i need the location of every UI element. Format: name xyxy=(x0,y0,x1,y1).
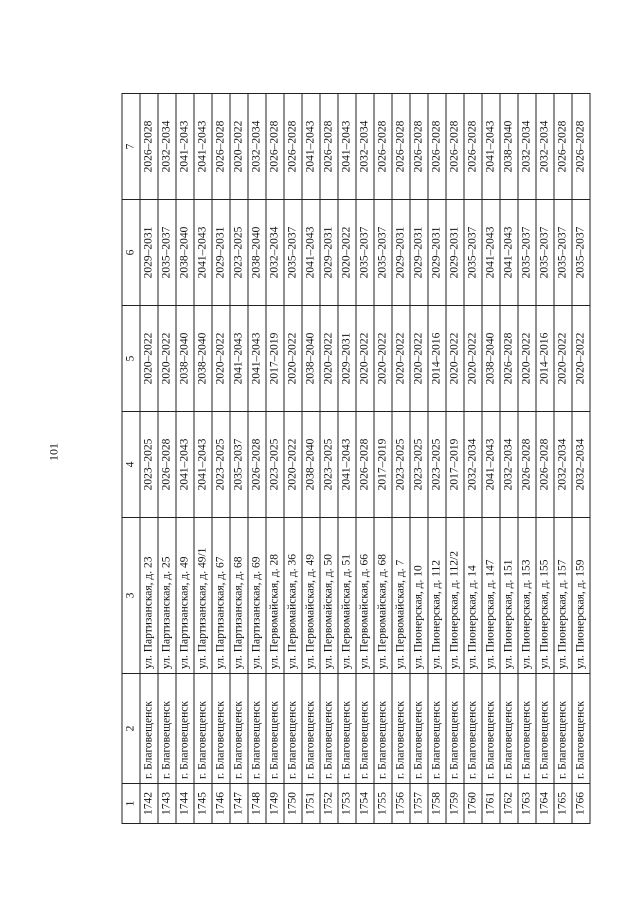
period-cell: 2041–2043 xyxy=(500,200,518,306)
period-cell: 2026–2028 xyxy=(140,94,158,200)
period-cell: 2029–2031 xyxy=(140,200,158,306)
period-cell: 2023–2025 xyxy=(428,412,446,518)
period-cell: 2026–2028 xyxy=(212,94,230,200)
period-cell: 2035–2037 xyxy=(518,200,536,306)
period-cell: 2032–2034 xyxy=(536,94,554,200)
period-cell: 2020–2022 xyxy=(464,306,482,412)
row-number-cell: 1761 xyxy=(482,784,500,824)
period-cell: 2020–2022 xyxy=(338,200,356,306)
table-row xyxy=(428,94,446,824)
period-cell: 2035–2037 xyxy=(536,200,554,306)
address-cell: ул. Пионерская, д. 155 xyxy=(536,518,554,674)
period-cell: 2041–2043 xyxy=(194,94,212,200)
period-cell: 2038–2040 xyxy=(176,200,194,306)
row-number-cell: 1743 xyxy=(158,784,176,824)
table-row xyxy=(536,94,554,824)
period-cell: 2032–2034 xyxy=(266,200,284,306)
city-cell: г. Благовещенск xyxy=(482,674,500,784)
address-cell: ул. Пионерская, д. 147 xyxy=(482,518,500,674)
row-number-cell: 1753 xyxy=(338,784,356,824)
address-cell: ул. Первомайская, д. 49 xyxy=(302,518,320,674)
address-cell: ул. Пионерская, д. 153 xyxy=(518,518,536,674)
period-cell: 2029–2031 xyxy=(392,200,410,306)
period-cell: 2035–2037 xyxy=(554,200,572,306)
address-cell: ул. Пионерская, д. 112/2 xyxy=(446,518,464,674)
city-cell: г. Благовещенск xyxy=(158,674,176,784)
row-number-cell: 1745 xyxy=(194,784,212,824)
table-row xyxy=(212,94,230,824)
address-cell: ул. Пионерская, д. 151 xyxy=(500,518,518,674)
table-row xyxy=(374,94,392,824)
column-header-4: 4 xyxy=(122,412,140,518)
period-cell: 2026–2028 xyxy=(518,412,536,518)
period-cell: 2026–2028 xyxy=(374,94,392,200)
address-cell: ул. Партизанская, д. 25 xyxy=(158,518,176,674)
city-cell: г. Благовещенск xyxy=(500,674,518,784)
period-cell: 2035–2037 xyxy=(230,412,248,518)
period-cell: 2020–2022 xyxy=(284,412,302,518)
row-number-cell: 1754 xyxy=(356,784,374,824)
row-number-cell: 1760 xyxy=(464,784,482,824)
period-cell: 2041–2043 xyxy=(482,94,500,200)
period-cell: 2020–2022 xyxy=(518,306,536,412)
row-number-cell: 1748 xyxy=(248,784,266,824)
period-cell: 2038–2040 xyxy=(500,94,518,200)
address-cell: ул. Первомайская, д. 51 xyxy=(338,518,356,674)
period-cell: 2020–2022 xyxy=(356,306,374,412)
period-cell: 2035–2037 xyxy=(572,200,590,306)
table-row xyxy=(140,94,158,824)
period-cell: 2026–2028 xyxy=(392,94,410,200)
period-cell: 2029–2031 xyxy=(410,200,428,306)
column-header-2: 2 xyxy=(122,674,140,784)
city-cell: г. Благовещенск xyxy=(428,674,446,784)
table-row xyxy=(302,94,320,824)
address-cell: ул. Пионерская, д. 10 xyxy=(410,518,428,674)
row-number-cell: 1746 xyxy=(212,784,230,824)
address-cell: ул. Пионерская, д. 157 xyxy=(554,518,572,674)
city-cell: г. Благовещенск xyxy=(176,674,194,784)
period-cell: 2041–2043 xyxy=(482,200,500,306)
address-cell: ул. Партизанская, д. 49 xyxy=(176,518,194,674)
period-cell: 2041–2043 xyxy=(176,94,194,200)
city-cell: г. Благовещенск xyxy=(446,674,464,784)
period-cell: 2026–2028 xyxy=(500,306,518,412)
table-row xyxy=(464,94,482,824)
address-cell: ул. Первомайская, д. 28 xyxy=(266,518,284,674)
period-cell: 2020–2022 xyxy=(374,306,392,412)
period-cell: 2023–2025 xyxy=(230,200,248,306)
table-row xyxy=(410,94,428,824)
period-cell: 2026–2028 xyxy=(410,94,428,200)
row-number-cell: 1756 xyxy=(392,784,410,824)
address-cell: ул. Партизанская, д. 68 xyxy=(230,518,248,674)
table-row xyxy=(572,94,590,824)
table-row xyxy=(320,94,338,824)
period-cell: 2035–2037 xyxy=(284,200,302,306)
period-cell: 2020–2022 xyxy=(446,306,464,412)
table-row xyxy=(248,94,266,824)
city-cell: г. Благовещенск xyxy=(410,674,428,784)
period-cell: 2041–2043 xyxy=(482,412,500,518)
period-cell: 2038–2040 xyxy=(176,306,194,412)
period-cell: 2026–2028 xyxy=(536,412,554,518)
address-cell: ул. Первомайская, д. 36 xyxy=(284,518,302,674)
period-cell: 2017–2019 xyxy=(374,412,392,518)
period-cell: 2020–2022 xyxy=(230,94,248,200)
row-number-cell: 1747 xyxy=(230,784,248,824)
period-cell: 2020–2022 xyxy=(554,306,572,412)
period-cell: 2014–2016 xyxy=(428,306,446,412)
city-cell: г. Благовещенск xyxy=(572,674,590,784)
address-cell: ул. Пионерская, д. 14 xyxy=(464,518,482,674)
table-row xyxy=(176,94,194,824)
city-cell: г. Благовещенск xyxy=(284,674,302,784)
period-cell: 2026–2028 xyxy=(428,94,446,200)
row-number-cell: 1751 xyxy=(302,784,320,824)
period-cell: 2026–2028 xyxy=(284,94,302,200)
period-cell: 2023–2025 xyxy=(320,412,338,518)
address-cell: ул. Пионерская, д. 112 xyxy=(428,518,446,674)
table-row xyxy=(338,94,356,824)
period-cell: 2032–2034 xyxy=(464,412,482,518)
period-cell: 2038–2040 xyxy=(302,412,320,518)
city-cell: г. Благовещенск xyxy=(194,674,212,784)
row-number-cell: 1766 xyxy=(572,784,590,824)
city-cell: г. Благовещенск xyxy=(464,674,482,784)
address-cell: ул. Пионерская, д. 159 xyxy=(572,518,590,674)
period-cell: 2026–2028 xyxy=(356,412,374,518)
city-cell: г. Благовещенск xyxy=(140,674,158,784)
rotated-table-container xyxy=(122,94,591,824)
city-cell: г. Благовещенск xyxy=(266,674,284,784)
table-row xyxy=(554,94,572,824)
row-number-cell: 1750 xyxy=(284,784,302,824)
period-cell: 2032–2034 xyxy=(356,94,374,200)
period-cell: 2020–2022 xyxy=(572,306,590,412)
city-cell: г. Благовещенск xyxy=(320,674,338,784)
period-cell: 2041–2043 xyxy=(338,94,356,200)
period-cell: 2029–2031 xyxy=(428,200,446,306)
row-number-cell: 1744 xyxy=(176,784,194,824)
city-cell: г. Благовещенск xyxy=(554,674,572,784)
table-header-row xyxy=(122,94,140,824)
row-number-cell: 1749 xyxy=(266,784,284,824)
period-cell: 2041–2043 xyxy=(194,200,212,306)
table-body xyxy=(140,94,590,824)
city-cell: г. Благовещенск xyxy=(248,674,266,784)
period-cell: 2026–2028 xyxy=(446,94,464,200)
period-cell: 2029–2031 xyxy=(338,306,356,412)
table-row xyxy=(284,94,302,824)
period-cell: 2038–2040 xyxy=(302,306,320,412)
city-cell: г. Благовещенск xyxy=(356,674,374,784)
period-cell: 2041–2043 xyxy=(338,412,356,518)
table-row xyxy=(158,94,176,824)
table-row xyxy=(266,94,284,824)
period-cell: 2035–2037 xyxy=(158,200,176,306)
table-row xyxy=(518,94,536,824)
address-cell: ул. Первомайская, д. 50 xyxy=(320,518,338,674)
column-header-6: 6 xyxy=(122,200,140,306)
period-cell: 2038–2040 xyxy=(482,306,500,412)
city-cell: г. Благовещенск xyxy=(392,674,410,784)
table-row xyxy=(446,94,464,824)
row-number-cell: 1752 xyxy=(320,784,338,824)
period-cell: 2029–2031 xyxy=(320,200,338,306)
period-cell: 2035–2037 xyxy=(356,200,374,306)
period-cell: 2014–2016 xyxy=(536,306,554,412)
period-cell: 2032–2034 xyxy=(500,412,518,518)
period-cell: 2026–2028 xyxy=(554,94,572,200)
city-cell: г. Благовещенск xyxy=(536,674,554,784)
period-cell: 2020–2022 xyxy=(158,306,176,412)
period-cell: 2029–2031 xyxy=(212,200,230,306)
period-cell: 2032–2034 xyxy=(158,94,176,200)
period-cell: 2041–2043 xyxy=(248,306,266,412)
period-cell: 2020–2022 xyxy=(140,306,158,412)
period-cell: 2029–2031 xyxy=(446,200,464,306)
period-cell: 2038–2040 xyxy=(248,200,266,306)
period-cell: 2023–2025 xyxy=(392,412,410,518)
column-header-5: 5 xyxy=(122,306,140,412)
row-number-cell: 1758 xyxy=(428,784,446,824)
period-cell: 2032–2034 xyxy=(248,94,266,200)
period-cell: 2020–2022 xyxy=(284,306,302,412)
address-cell: ул. Первомайская, д. 68 xyxy=(374,518,392,674)
address-cell: ул. Партизанская, д. 49/1 xyxy=(194,518,212,674)
row-number-cell: 1742 xyxy=(140,784,158,824)
period-cell: 2020–2022 xyxy=(320,306,338,412)
city-cell: г. Благовещенск xyxy=(374,674,392,784)
row-number-cell: 1755 xyxy=(374,784,392,824)
period-cell: 2026–2028 xyxy=(464,94,482,200)
row-number-cell: 1759 xyxy=(446,784,464,824)
address-cell: ул. Партизанская, д. 67 xyxy=(212,518,230,674)
period-cell: 2020–2022 xyxy=(410,306,428,412)
table-row xyxy=(392,94,410,824)
period-cell: 2026–2028 xyxy=(158,412,176,518)
column-header-7: 7 xyxy=(122,94,140,200)
table-row xyxy=(482,94,500,824)
address-cell: ул. Первомайская, д. 66 xyxy=(356,518,374,674)
row-number-cell: 1757 xyxy=(410,784,428,824)
city-cell: г. Благовещенск xyxy=(302,674,320,784)
period-cell: 2023–2025 xyxy=(212,412,230,518)
table-row xyxy=(194,94,212,824)
period-cell: 2026–2028 xyxy=(248,412,266,518)
period-cell: 2041–2043 xyxy=(176,412,194,518)
city-cell: г. Благовещенск xyxy=(338,674,356,784)
city-cell: г. Благовещенск xyxy=(518,674,536,784)
row-number-cell: 1762 xyxy=(500,784,518,824)
table-row xyxy=(230,94,248,824)
housing-repair-schedule-table xyxy=(122,93,591,824)
period-cell: 2020–2022 xyxy=(392,306,410,412)
period-cell: 2026–2028 xyxy=(266,94,284,200)
period-cell: 2035–2037 xyxy=(374,200,392,306)
table-row xyxy=(500,94,518,824)
period-cell: 2026–2028 xyxy=(320,94,338,200)
period-cell: 2032–2034 xyxy=(518,94,536,200)
row-number-cell: 1765 xyxy=(554,784,572,824)
period-cell: 2020–2022 xyxy=(212,306,230,412)
page-number: 101 xyxy=(46,443,61,461)
period-cell: 2041–2043 xyxy=(302,200,320,306)
period-cell: 2038–2040 xyxy=(194,306,212,412)
period-cell: 2017–2019 xyxy=(446,412,464,518)
city-cell: г. Благовещенск xyxy=(212,674,230,784)
period-cell: 2026–2028 xyxy=(572,94,590,200)
period-cell: 2032–2034 xyxy=(554,412,572,518)
address-cell: ул. Партизанская, д. 69 xyxy=(248,518,266,674)
period-cell: 2035–2037 xyxy=(464,200,482,306)
row-number-cell: 1763 xyxy=(518,784,536,824)
address-cell: ул. Первомайская, д. 7 xyxy=(392,518,410,674)
address-cell: ул. Партизанская, д. 23 xyxy=(140,518,158,674)
period-cell: 2023–2025 xyxy=(266,412,284,518)
column-header-3: 3 xyxy=(122,518,140,674)
row-number-cell: 1764 xyxy=(536,784,554,824)
period-cell: 2023–2025 xyxy=(140,412,158,518)
period-cell: 2017–2019 xyxy=(266,306,284,412)
period-cell: 2041–2043 xyxy=(302,94,320,200)
city-cell: г. Благовещенск xyxy=(230,674,248,784)
period-cell: 2023–2025 xyxy=(410,412,428,518)
period-cell: 2041–2043 xyxy=(230,306,248,412)
period-cell: 2032–2034 xyxy=(572,412,590,518)
period-cell: 2041–2043 xyxy=(194,412,212,518)
column-header-1: 1 xyxy=(122,784,140,824)
table-row xyxy=(356,94,374,824)
